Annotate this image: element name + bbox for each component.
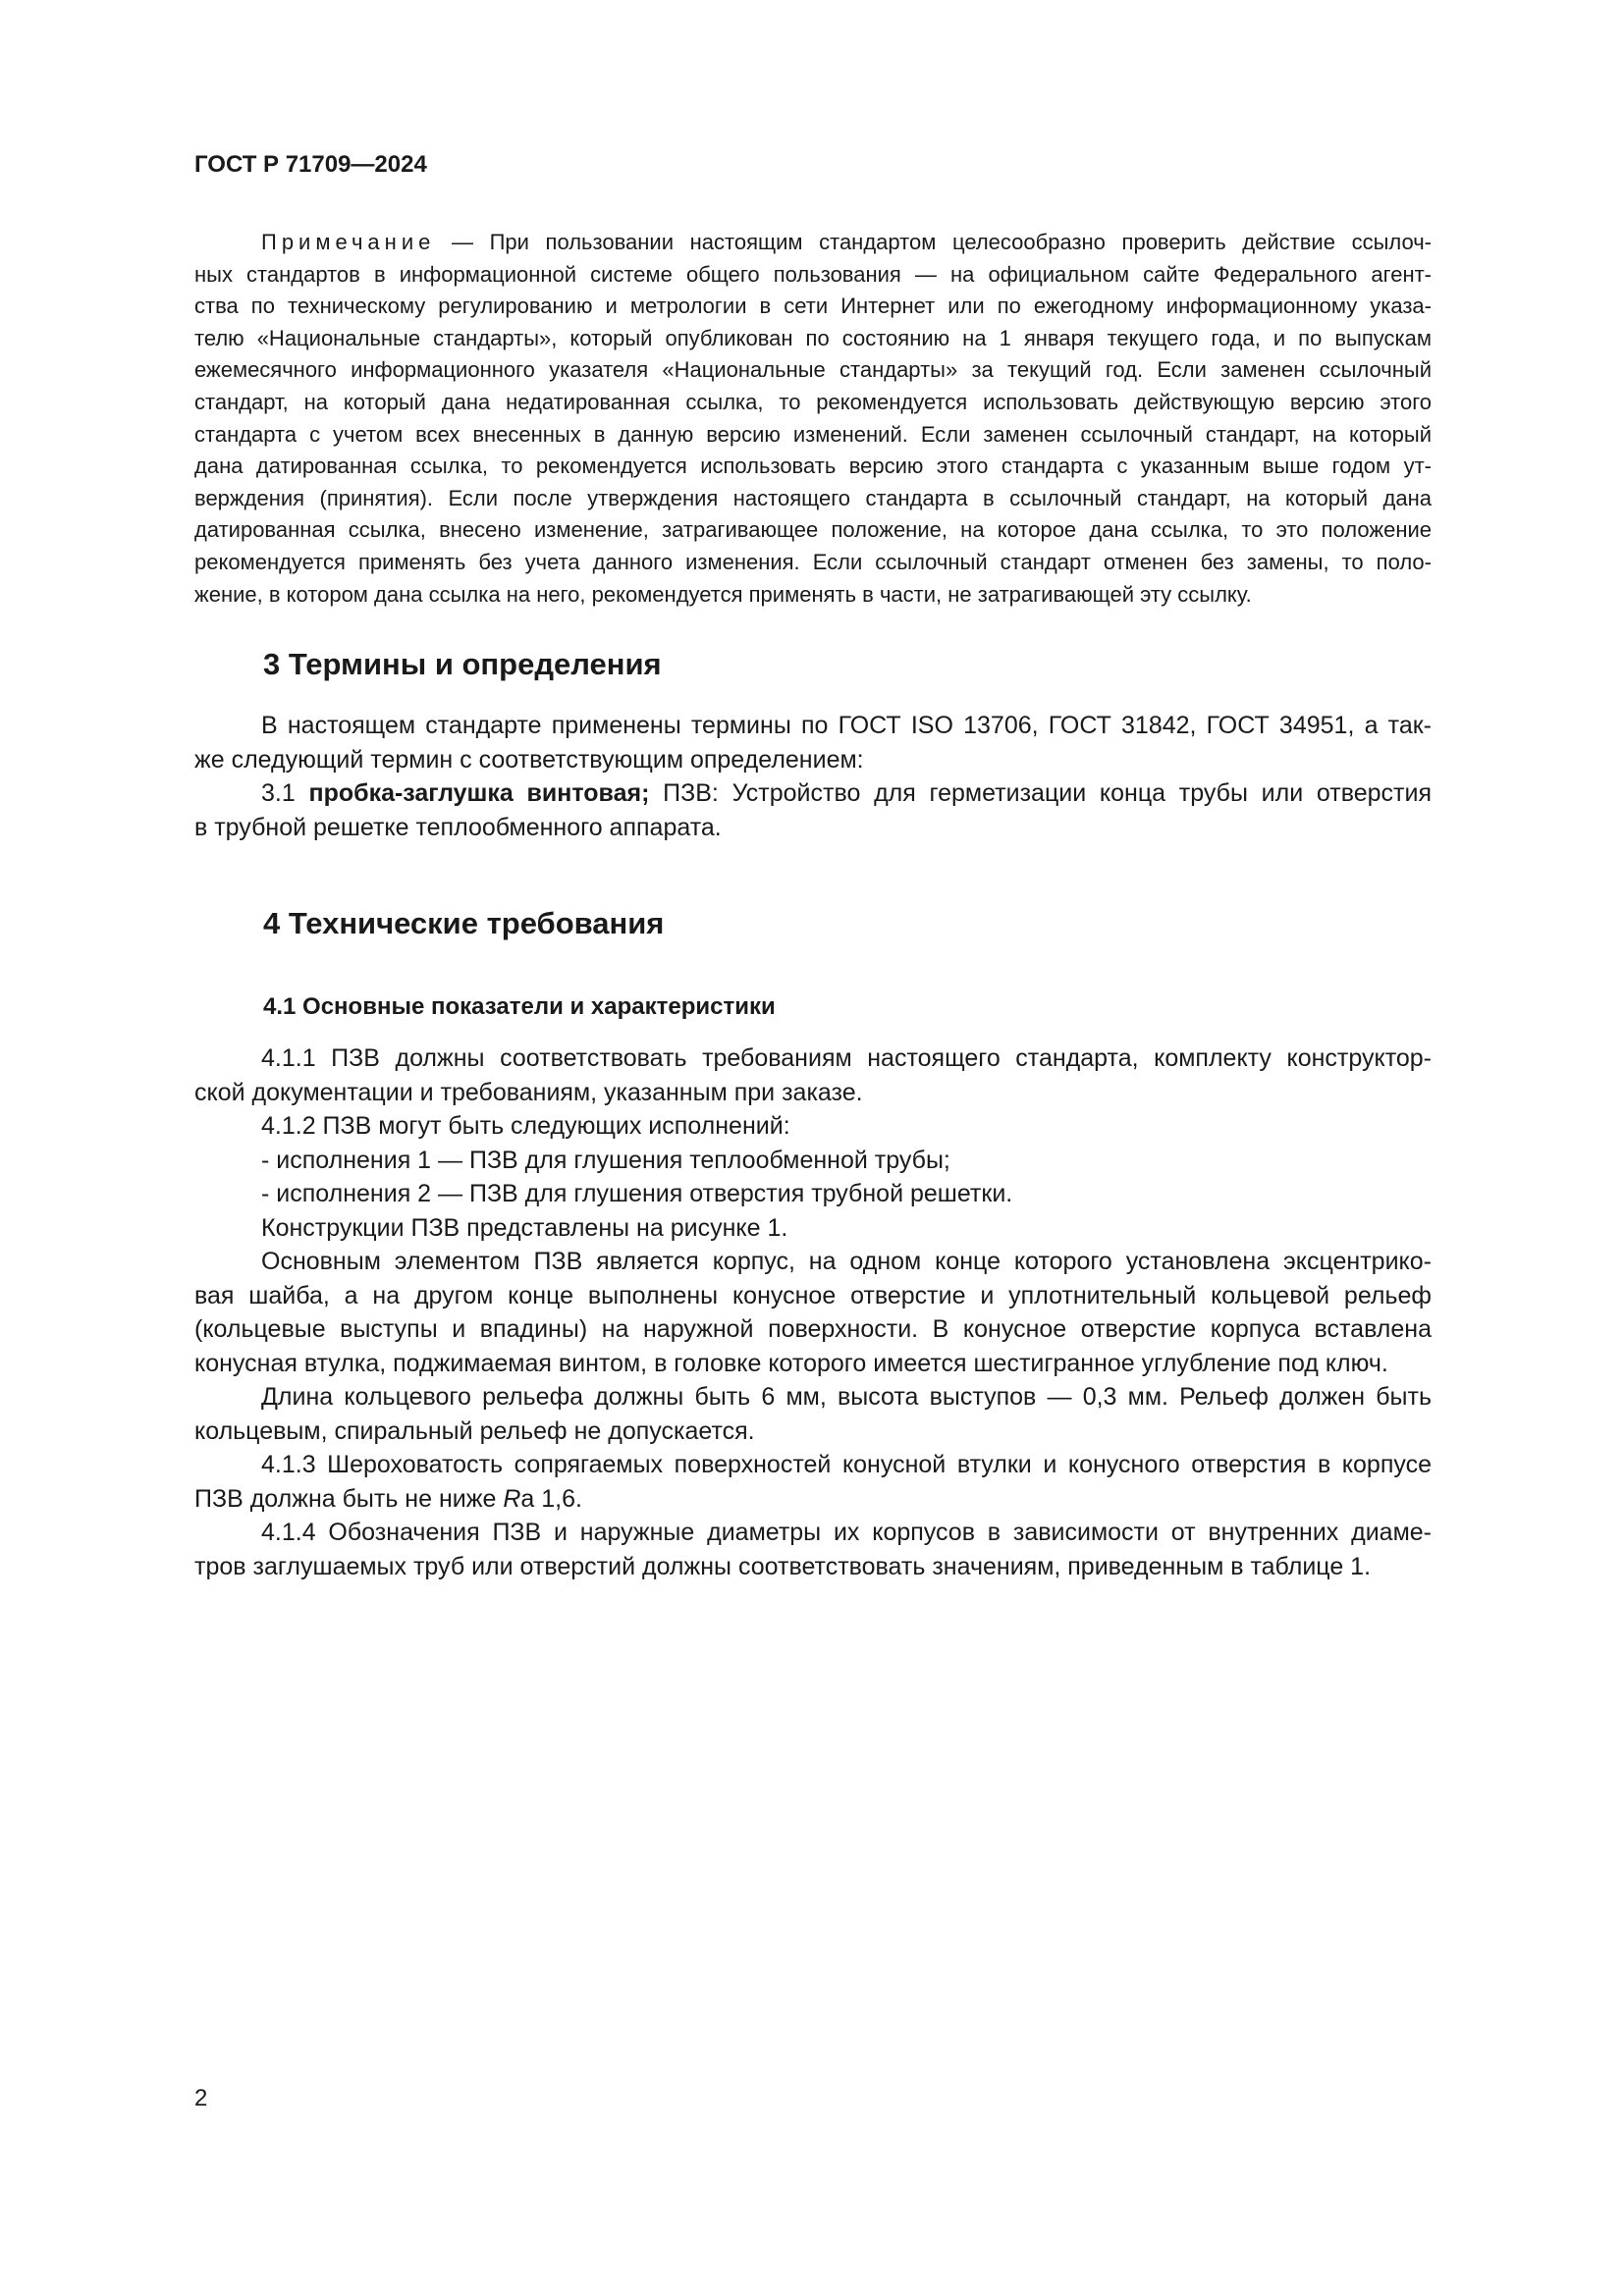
roughness-symbol: R: [503, 1484, 521, 1513]
note-line: телю «Национальные стандарты», который опубликован по состоянию на 1 января текущего года, и по выпускам: [194, 325, 1432, 350]
note-line: стандарта с учетом всех внесенных в данную версию изменений. Если заменен ссылочный стандарт, на который: [194, 421, 1432, 447]
section-4-heading: 4 Технические требования: [263, 906, 665, 940]
body-line: 4.1.4 Обозначения ПЗВ и наружные диаметры их корпусов в зависимости от внутренних диаме-: [261, 1519, 1432, 1546]
term-definition: 3.1 пробка-заглушка винтовая; ПЗВ: Устройство для герметизации конца трубы или отверстия: [261, 779, 1432, 807]
page-number: 2: [194, 2085, 208, 2111]
section-3-body: [194, 709, 1432, 844]
body-line: 4.1.3 Шероховатость сопрягаемых поверхностей конусной втулки и конусного отверстия в корпусе: [261, 1451, 1432, 1478]
list-item: - исполнения 1 — ПЗВ для глушения теплообменной трубы;: [261, 1146, 950, 1174]
note-line: рекомендуется применять без учета данного изменения. Если ссылочный стандарт отменен без замены, то поло-: [194, 549, 1432, 574]
body-line: 4.1.1 ПЗВ должны соответствовать требованиям настоящего стандарта, комплекту конструктор-: [261, 1044, 1432, 1072]
section-4-body: [194, 1041, 1432, 1583]
note-line: Примечание — При пользовании настоящим стандартом целесообразно проверить действие ссылоч-: [261, 230, 1432, 254]
note-line: датированная ссылка, внесено изменение, затрагивающее положение, на которое дана ссылка, то это положение: [194, 517, 1432, 543]
note-line: жение, в котором дана ссылка на него, рекомендуется применять в части, не затрагивающей эту ссылку.: [194, 581, 1252, 607]
list-item: - исполнения 2 — ПЗВ для глушения отверстия трубной решетки.: [261, 1180, 1013, 1207]
document-header: ГОСТ Р 71709—2024: [194, 151, 427, 178]
section-3-heading: 3 Термины и определения: [263, 647, 662, 681]
reference-note: [194, 227, 1432, 611]
body-line: 4.1.2 ПЗВ могут быть следующих исполнений:: [261, 1112, 790, 1140]
note-line: верждения (принятия). Если после утверждения настоящего стандарта в ссылочный стандарт, на который дана: [194, 485, 1432, 510]
body-line: конусная втулка, поджимаемая винтом, в головке которого имеется шестигранное углубление под ключ.: [194, 1349, 1388, 1377]
subsection-4-1-heading: 4.1 Основные показатели и характеристики: [263, 993, 776, 1020]
note-line: дана датированная ссылка, то рекомендуется использовать версию этого стандарта с указанным выше годом ут-: [194, 454, 1432, 479]
term-name: пробка-заглушка винтовая;: [308, 779, 650, 807]
body-line: вая шайба, а на другом конце выполнены конусное отверстие и уплотнительный кольцевой рельеф: [194, 1281, 1432, 1309]
body-line: (кольцевые выступы и впадины) на наружной поверхности. В конусное отверстие корпуса вставлена: [194, 1315, 1432, 1343]
note-line: ежемесячного информационного указателя «Национальные стандарты» за текущий год. Если заменен ссылочный: [194, 357, 1432, 383]
body-line: Конструкции ПЗВ представлены на рисунке 1.: [261, 1213, 788, 1242]
body-line: же следующий термин с соответствующим определением:: [194, 745, 864, 774]
note-label: Примечание: [261, 230, 436, 254]
body-line: в трубной решетке теплообменного аппарата.: [194, 813, 722, 841]
note-line: ных стандартов в информационной системе общего пользования — на официальном сайте Федерального агент-: [194, 261, 1432, 287]
body-line: тров заглушаемых труб или отверстий должны соответствовать значениям, приведенным в таблице 1.: [194, 1552, 1372, 1580]
note-line: стандарт, на который дана недатированная ссылка, то рекомендуется использовать действующую версию этого: [194, 389, 1432, 414]
note-line: ства по техническому регулированию и метрологии в сети Интернет или по ежегодному информационному указа-: [194, 294, 1432, 319]
body-line: ПЗВ должна быть не ниже Ra 1,6.: [194, 1484, 582, 1513]
body-line: В настоящем стандарте применены термины по ГОСТ ISO 13706, ГОСТ 31842, ГОСТ 34951, а так-: [261, 712, 1432, 739]
body-line: ской документации и требованиям, указанным при заказе.: [194, 1078, 863, 1106]
body-line: Основным элементом ПЗВ является корпус, на одном конце которого установлена эксцентрико-: [261, 1248, 1432, 1275]
body-line: Длина кольцевого рельефа должны быть 6 мм, высота выступов — 0,3 мм. Рельеф должен быть: [261, 1383, 1432, 1411]
body-line: кольцевым, спиральный рельеф не допускается.: [194, 1416, 755, 1445]
